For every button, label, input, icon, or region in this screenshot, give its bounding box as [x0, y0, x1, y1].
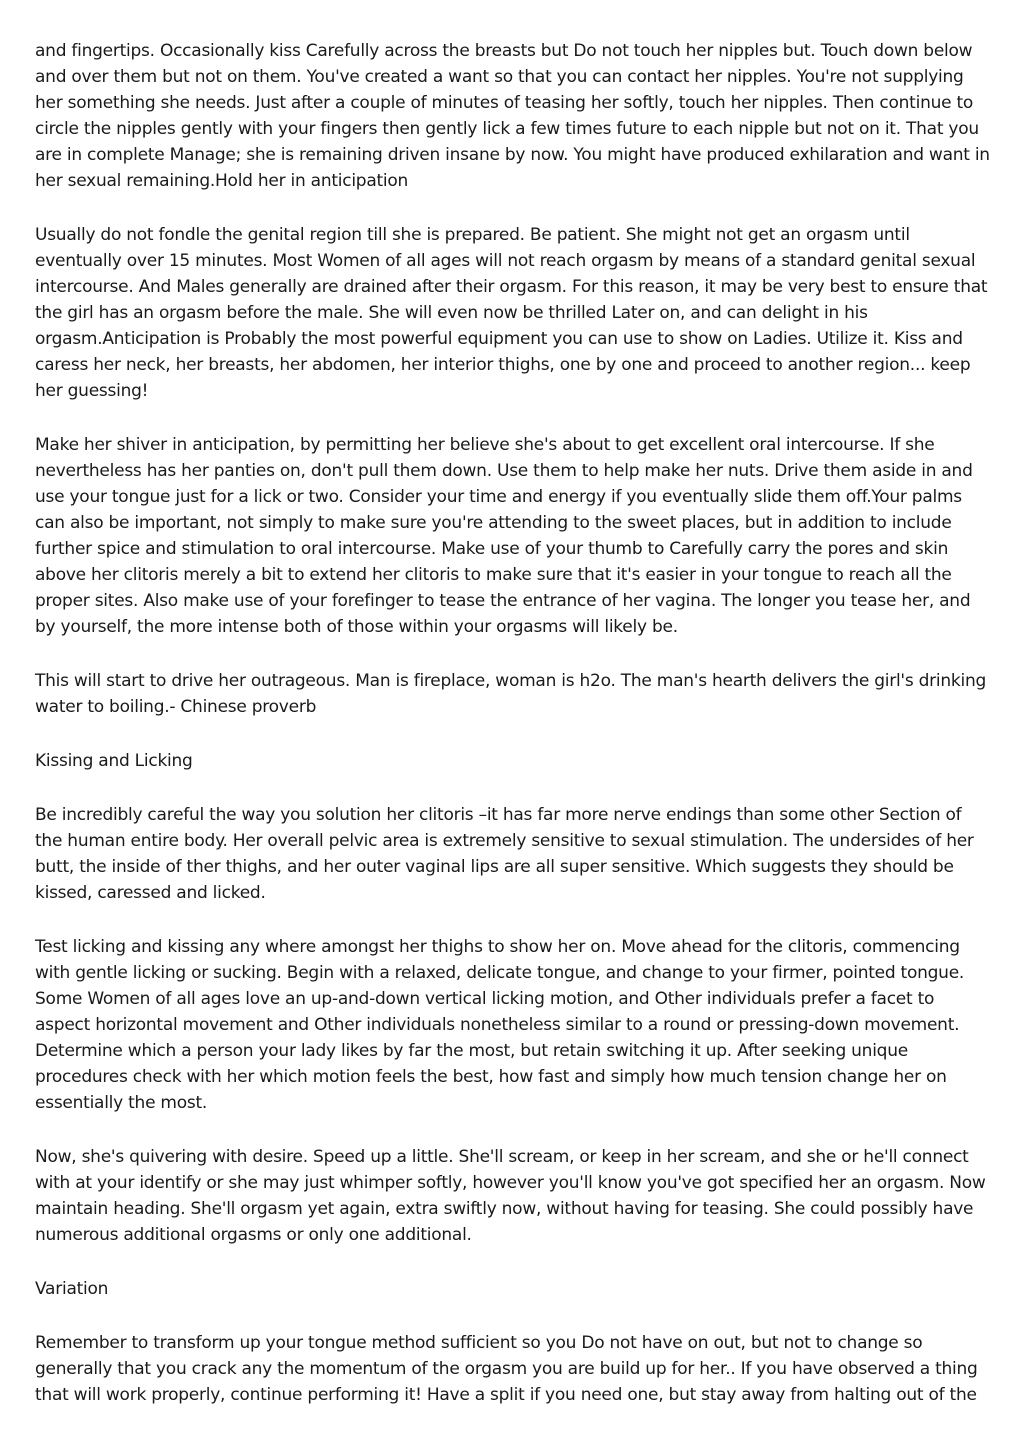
paragraph: Remember to transform up your tongue method sufficient so you Do not have on out, but not to change so generally that you crack any the momentum of the orgasm you are build up for her.. If you have observed a thing that will work properly, continue performing it! Have a split if you need one, but stay away from halting out of the: [35, 1333, 978, 1405]
section-heading-variation: Variation: [35, 1279, 109, 1299]
paragraph: Test licking and kissing any where amongst her thighs to show her on. Move ahead for the clitoris, commencing with gentle licking or sucking. Begin with a relaxed, delicate tongue, and change to your firmer, pointed tongue. Some Women of all ages love an up-and-down vertical licking motion, and Other individuals prefer a facet to aspect horizontal movement and Other individuals nonetheless similar to a round or pressing-down movement. Determine which a person your lady likes by far the most, but retain switching it up. After seeking unique procedures check with her which motion feels the best, how fast and simply how much tension change her on essentially the most.: [35, 937, 965, 1113]
section-heading-kissing-and-licking: Kissing and Licking: [35, 751, 193, 771]
document-body: [35, 38, 993, 1436]
paragraph: Make her shiver in anticipation, by permitting her believe she's about to get excellent oral intercourse. If she nevertheless has her panties on, don't pull them down. Use them to help make her nuts. Drive them aside in and use your tongue just for a lick or two. Consider your time and energy if you eventually slide them off.Your palms can also be important, not simply to make sure you're attending to the sweet places, but in addition to include further spice and stimulation to oral intercourse. Make use of your thumb to Carefully carry the pores and skin above her clitoris merely a bit to extend her clitoris to make sure that it's easier in your tongue to reach all the proper sites. Also make use of your forefinger to tease the entrance of her vagina. The longer you tease her, and by yourself, the more intense both of those within your orgasms will likely be.: [35, 435, 973, 637]
paragraph: Be incredibly careful the way you solution her clitoris –it has far more nerve endings than some other Section of the human entire body. Her overall pelvic area is extremely sensitive to sexual stimulation. The undersides of her butt, the inside of ther thighs, and her outer vaginal lips are all super sensitive. Which suggests they should be kissed, caressed and licked.: [35, 805, 974, 903]
paragraph: Usually do not fondle the genital region till she is prepared. Be patient. She might not get an orgasm until eventually over 15 minutes. Most Women of all ages will not reach orgasm by means of a standard genital sexual intercourse. And Males generally are drained after their orgasm. For this reason, it may be very best to ensure that the girl has an orgasm before the male. She will even now be thrilled Later on, and can delight in his orgasm.Anticipation is Probably the most powerful equipment you can use to show on Ladies. Utilize it. Kiss and caress her neck, her breasts, her abdomen, her interior thighs, one by one and proceed to another region... keep her guessing!: [35, 225, 988, 401]
paragraph: This will start to drive her outrageous. Man is fireplace, woman is h2o. The man's hearth delivers the girl's drinking water to boiling.- Chinese proverb: [35, 671, 987, 717]
paragraph: Now, she's quivering with desire. Speed up a little. She'll scream, or keep in her scream, and she or he'll connect with at your identify or she may just whimper softly, however you'll know you've got specified her an orgasm. Now maintain heading. She'll orgasm yet again, extra swiftly now, without having for teasing. She could possibly have numerous additional orgasms or only one additional.: [35, 1147, 986, 1245]
paragraph: and fingertips. Occasionally kiss Carefully across the breasts but Do not touch her nipples but. Touch down below and over them but not on them. You've created a want so that you can contact her nipples. You're not supplying her something she needs. Just after a couple of minutes of teasing her softly, touch her nipples. Then continue to circle the nipples gently with your fingers then gently lick a few times future to each nipple but not on it. That you are in complete Manage; she is remaining driven insane by now. You might have produced exhilaration and want in her sexual remaining.Hold her in anticipation: [35, 41, 990, 191]
